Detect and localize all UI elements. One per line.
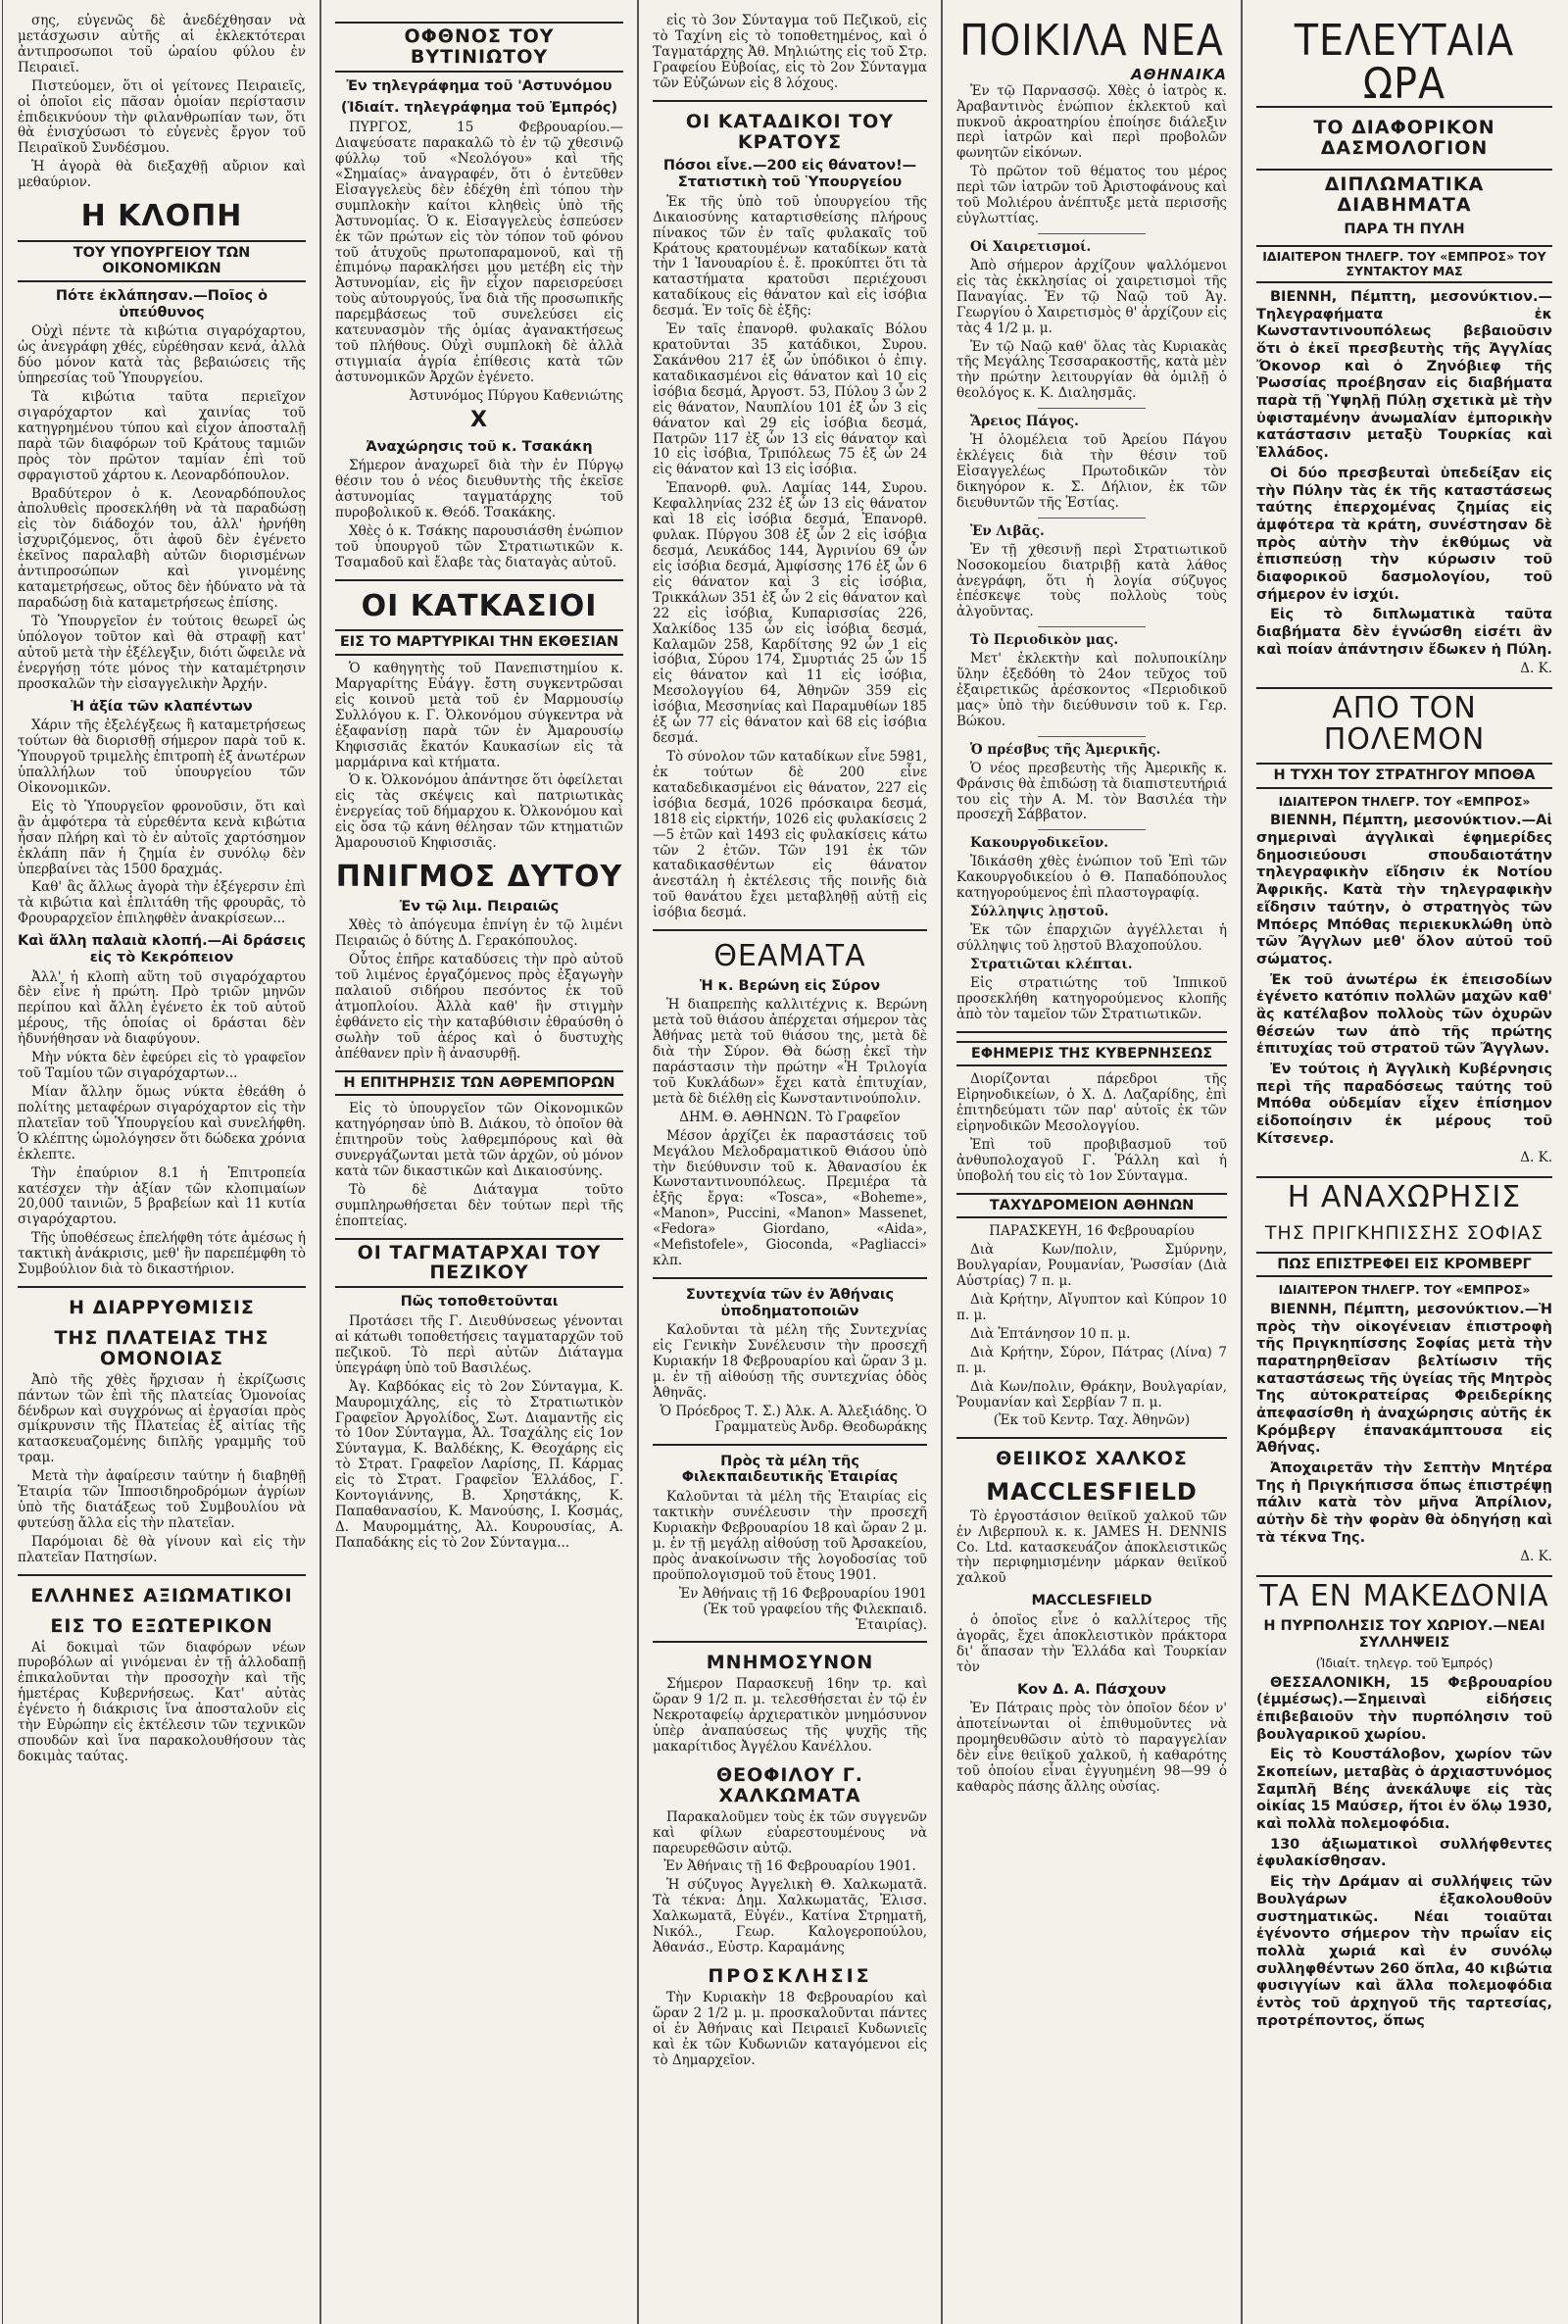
headline-theamata: ΘΕΑΜΑΤΑ xyxy=(713,939,866,974)
paragraph: Εἰς τὸ ὑπουργεῖον τῶν Οἰκονομικῶν κατηγόρησαν ὑπὸ Β. Διάκου, τὸ ὁποῖον θὰ ἐπιτηροῦν τοὺς λαθρεμπόρους καὶ θὰ συνεργάζωνται μετὰ τῶν ἀρχῶν, οὐ μόνον κατὰ τῶν δικαστικῶν καὶ Δικαιοσύνης. xyxy=(335,1101,623,1179)
column-rule xyxy=(637,0,639,2324)
paragraph: Μέσον ἀρχίζει ἐκ παραστάσεις τοῦ Μεγάλου Μελοδραματικοῦ Θιάσου ὑπὸ τὴν διεύθυνσιν τοῦ κ. Ἀθανασίου ἐκ Κωνσταντινουπόλεως. Πρεμιέρα τὰ ἐξῆς ἔργα: «Tosca», «Boheme», «Manon», Puccini, «Manon» Massenet, «Fedora» Giordano, «Aida», «Mefistofele», Gioconda, «Pagliacci» κλπ. xyxy=(653,1127,927,1269)
paragraph: Μετ' ἐκλεκτὴν καὶ πολυποικίλην ὕλην ἐξεδόθη τὸ 24ον τεῦχος τοῦ ἐξαιρετικῶς ἀρέσκοντος «Περιοδικοῦ μας» ὑπὸ τὴν διεύθυνσιν τοῦ κ. Γερ. Βώκου. xyxy=(956,651,1227,729)
paragraph: Οἱ δύο πρεσβευταὶ ὑπεδείξαν εἰς τὴν Πύλην τὰς ἐκ τῆς καταστάσεως ταύτης ἐπερχομένας ζημίας εἰς ἀμφότερα τὰ κράτη, συνέστησαν δὲ πρὸς αὐτὴν τὴν ἐκθύμως νὰ ἐπισπεύσῃ τὴν κύρωσιν τοῦ διαφορικοῦ δασμολογίου, τοῦ σήμερον ἐν ἰσχύι. xyxy=(1256,465,1552,603)
headline-anachorisis: Η ΑΝΑΧΩΡΗΣΙΣ xyxy=(1256,1176,1552,1213)
paragraph: Τὴν Κυριακὴν 18 Φεβρουαρίου καὶ ὥραν 2 1/2 μ. μ. προσκαλοῦνται πάντες οἱ ἐν Ἀθήναις καὶ Πειραιεῖ Κυδωνιεῖς καὶ ἐκ τῶν Κυδωνιῶν καταγόμενοι εἰς τὸ Δημαρχεῖον. xyxy=(653,1989,927,2068)
divider xyxy=(653,1444,927,1446)
paragraph: Ἀπὸ τῆς χθὲς ἤρχισαν ἡ ἐκρίζωσις πάντων τῶν ἐπὶ τῆς πλατείας Ὁμονοίας δένδρων καὶ συγχρόνως αἱ ἐργασίαι πρὸς σμίκρυνσιν τῆς Πλατείας ἐξ αἰτίας τῆς κατασκευαζομένης διπλῆς γραμμῆς τοῦ τραμ. xyxy=(18,1371,306,1466)
divider xyxy=(1038,233,1146,234)
paragraph: Τὸ Ὑπουργεῖον ἐν τούτοις θεωρεῖ ὡς ὑπόλογον τοῦτον καὶ θὰ στραφῇ κατ' αὐτοῦ μετὰ τὴν ἐξέλεγξιν, διότι ὤφειλε νὰ ἐνεργήσῃ τότε μόνος τὴν καταμέτρησιν προσκαλῶν τὴν εἰσαγγελικὴν Ἀρχήν. xyxy=(18,613,306,692)
divider xyxy=(1038,829,1146,830)
paragraph: Οὐχὶ πέντε τὰ κιβώτια σιγαρόχαρτου, ὡς ἀνεγράφη χθές, εὑρέθησαν κενά, ἀλλὰ δύο μόνον κατὰ τὰς βεβαιώσεις τῆς ὑπηρεσίας τοῦ Ὑπουργείου. xyxy=(18,323,306,387)
subhead-limin: Ἐν τῷ λιμ. Πειραιῶς xyxy=(399,898,560,915)
divider xyxy=(653,1277,927,1279)
paragraph: Τὸ πρῶτον τοῦ θέματος του μέρος περὶ τῶν ἰατρῶν τοῦ Ἀριστοφάνους καὶ τοῦ Μολιέρου ἀνέπτυξε μετὰ περισσῆς εὐγλωττίας. xyxy=(956,164,1227,227)
paragraph: Εἰς τὴν Δράμαν αἱ συλλήψεις τῶν Βουλγάρων ἐξακολουθοῦν συστηματικῶς. Νέαι τοιαῦται ἐγένοντο σήμερον τὴν πρωΐαν εἰς πολλὰ χωριά καὶ ἐν συνόλῳ συλληφθέντων 260 ὅπλα, 40 κιβώτια φυσιγγίων καὶ ἄλλα πολεμοφόδια ἐντὸς τοῦ ἀρχηγοῦ τῆς ταρτεσίας, προτρέποντος, ὅπως xyxy=(1256,1874,1552,2029)
paragraph: Ἡ ἀγορὰ θὰ διεξαχθῇ αὔριον καὶ μεθαύριον. xyxy=(18,159,306,191)
headline-tachydromeion: ΤΑΧΥΔΡΟΜΕΙΟΝ ΑΘΗΝΩΝ xyxy=(956,1193,1227,1219)
column-5 xyxy=(1245,0,1564,2324)
paragraph: Βραδύτερον ὁ κ. Λεοναρδόπουλος ἀπολυθεὶς προσεκλήθη νὰ τὰ παραδώσῃ εἰς τὸν διάδοχόν του, ἀλλ' ἠρνήθη ἰσχυριζόμενος, ὅτι ἀφοῦ δὲν ἐγένετο ἐκεῖνος παραλαβὴ αὐτῶν διορισμένων ἀντιπροσώπων καὶ γινομένης καταμετρήσεως, οὔτος δὲν ἠδύνατο νὰ τὰ παραδώσῃ διὰ καταμετρήσεως ἐπίσης. xyxy=(18,485,306,611)
paragraph: Ἡ σύζυγος Ἀγγελικὴ Θ. Χαλκωματᾶ. Τὰ τέκνα: Δημ. Χαλκωματᾶς, Ἐλισσ. Χαλκωματᾶ, Εὐγέν., Κατίνα Στρηματῆ, Νικόλ., Γεωρ. Καλογεροπούλου, Ἀθανάσ., Εὐστρ. Καραμάνης xyxy=(653,1877,927,1956)
paragraph: Καλοῦνται τὰ μέλη τῆς Συντεχνίας εἰς Γενικὴν Συνέλευσιν τὴν προσεχῆ Κυριακήν 18 Φεβρουαρίου καὶ ὥραν 3 μ. μ. ἐν τῇ αἰθούσῃ τῆς συντεχνίας ὁδὸς Ἀθηνᾶς. xyxy=(653,1322,927,1402)
divider xyxy=(1038,736,1146,737)
brand-macclesfield: MACCLESFIELD xyxy=(1031,1593,1152,1609)
news-item-title: Τὸ Περιοδικὸν μας. xyxy=(970,632,1119,649)
subhead-idiait: (Ἰδιαίτ. τηλεγράφημα τοῦ Ἐμπρός) xyxy=(340,100,618,117)
subhead-anachorisis: Ἀναχώρησις τοῦ κ. Τσακάκη xyxy=(366,438,593,455)
paragraph: Διὰ Κων/πολιν, Θράκην, Βουλγαρίαν, Ῥουμανίαν καὶ Σερβίαν 7 π. μ. xyxy=(956,1378,1227,1410)
divider xyxy=(18,1286,306,1288)
paragraph: Ἐν τῷ Παρνασσῷ. Χθὲς ὁ ἰατρὸς κ. Ἀραβαντινὸς ἐνώπιον ἐκλεκτοῦ καὶ πυκνοῦ ἀκροατηρίου ἐποίησε διάλεξιν περὶ ἰατρῶν καὶ περὶ προβολῶν φωνητῶν εἰκόνων. xyxy=(956,82,1227,162)
subhead-para-ti-pyli: ΠΑΡΑ ΤΗ ΠΥΛΗ xyxy=(1344,221,1465,237)
paragraph: Ὁ κ. Ὀλκονόμου ἀπάντησε ὅτι ὀφείλεται εἰς τὰς σκέψεις καὶ πατριωτικὰς ἐνεργείας τοῦ δήμαρχου κ. Ὀλκονόμου καὶ εἰς ὅσα τῷ κάνη θέλησαν τῶν κτηματιῶν Ἀμαρουσιοῦ Κηφισσιᾶς. xyxy=(335,772,623,852)
paragraph: Ἰδικάσθη χθὲς ἐνώπιον τοῦ Ἐπὶ τῶν Κακουργοδικείου ὁ Θ. Παπαδόπουλος κατηγορούμενος ἐπὶ πλαστογραφίᾳ. xyxy=(956,854,1227,902)
news-item-title: Οἱ Χαιρετισμοί. xyxy=(970,238,1092,255)
divider xyxy=(956,1031,1227,1033)
paragraph: Χάριν τῆς ἐξελέγξεως ἢ καταμετρήσεως τούτων θὰ διορισθῇ σήμερον παρὰ τοῦ κ. Ὑπουργοῦ τριμελὴς ἐπιτροπὴ ἐξ ἀνωτέρων ὑπαλλήλων τοῦ ὑπουργείου τῶν Οἰκονομικῶν. xyxy=(18,717,306,796)
divider xyxy=(956,1437,1227,1439)
subhead-ypourgeiou: ΤΟΥ ΥΠΟΥΡΓΕΙΟΥ ΤΩΝ ΟΙΚΟΝΟΜΙΚΩΝ xyxy=(18,240,306,282)
page-edge-rule xyxy=(2,0,3,2324)
headline-diplomatika: ΔΙΠΛΩΜΑΤΙΚΑ ΔΙΑΒΗΜΑΤΑ xyxy=(1256,169,1552,216)
paragraph: Πιστεύομεν, ὅτι οἱ γείτονες Πειραιεῖς, οἱ ὁποῖοι εἰς πᾶσαν ὁμοίαν περίστασιν ἐπιδεικνύουν τὴν φιλανθρωπίαν των, ὅτι θὰ ἐνισχύσωσι τὸ εὐγενὲς ἔργον τοῦ Πειραϊκοῦ Συνδέσμου. xyxy=(18,77,306,157)
subhead-veroni: Ἡ κ. Βερώνη εἰς Σύρον xyxy=(699,977,881,994)
paragraph: Διὰ Κρήτην, Σύρον, Πάτρας (Λίνα) 7 π. μ. xyxy=(956,1344,1227,1376)
paragraph: ΘΕΣΣΑΛΟΝΙΚΗ, 15 Φεβρουαρίου (ἐμμέσως).—Σημειναὶ εἰδήσεις ἐπιβεβαιοῦν τὴν πυρπόλησιν τοῦ βουλγαρικοῦ χωρίου. xyxy=(1256,1674,1552,1743)
paragraph: ὁ ὁποῖος εἶνε ὁ καλλίτερος τῆς ἀγορᾶς, ἔχει ἀποκλειστικὸν πράκτορα δι' ἅπασαν τὴν Ἑλλάδα καὶ Τουρκίαν τὸν xyxy=(956,1611,1227,1675)
paragraph: Ἀποχαιρετᾶν τὴν Σεπτὴν Μητέρα Της ἡ Πριγκήπισσα ὅπως ἐπιστρέψῃ πάλιν κατὰ τὸν μῆνα Ἀπρίλιον, αὐτὴν δὲ τὴν φορὰν θὰ ὁδηγήσῃ καὶ τὰ τέκνα Της. xyxy=(1256,1460,1552,1546)
subhead-posoi: Πόσοι εἶνε.—200 εἰς θάνατον!—Στατιστικὴ τοῦ Ὑπουργείου xyxy=(662,158,917,191)
paragraph: Σήμερον ἀναχωρεῖ διὰ τὴν ἐν Πύργῳ θέσιν του ὁ νέος διευθυντὴς τῆς ἐκεῖσε ἀστυνομίας ταγματάρχης τοῦ πυροβολικοῦ κ. Θεόδ. Τσακάκης. xyxy=(335,458,623,521)
signature: Δ. Κ. xyxy=(1520,1549,1552,1565)
signature: Δ. Κ. xyxy=(1520,661,1552,677)
paragraph: Μὴν νύκτα δὲν ἐφεύρει εἰς τὸ γραφεῖον τοῦ Ταμίου τῶν σιγαρόχαρτων... xyxy=(18,1050,306,1082)
paragraph: Ἐν Ἀθήναις τῇ 16 Φεβρουαρίου 1901. xyxy=(663,1858,916,1875)
headline-exoterikon: ΕΙΣ ΤΟ ΕΞΩΤΕΡΙΚΟΝ xyxy=(50,1614,273,1637)
column-3 xyxy=(641,0,939,2324)
paragraph: εἰς τὸ 3ον Σύνταγμα τοῦ Πεζικοῦ, εἰς τὸ Ταχίνη εἰς τὸ τοποθετημένος, καὶ ὁ Ταγματάρχης Ἀθ. Μηλιώτης εἰς τοῦ Στρ. Γραφείου Εὐβοίας, εἰς τὸ 2ον Σύνταγμα τῶν Εὐζώνων εἰς 8 λόχους. xyxy=(653,13,927,91)
paragraph: Χθὲς ὁ κ. Τσάκης παρουσιάσθη ἐνώπιον τοῦ ὑπουργοῦ τῶν Στρατιωτικῶν κ. Τσαμαδοῦ καὶ ἔλαβε τὰς διαταγὰς αὐτοῦ. xyxy=(335,523,623,570)
divider xyxy=(653,929,927,931)
headline-efimeris: ΕΦΗΜΕΡΙΣ ΤΗΣ ΚΥΒΕΡΝΗΣΕΩΣ xyxy=(956,1041,1227,1067)
signature: (Ἐκ τοῦ Κεντρ. Ταχ. Ἀθηνῶν) xyxy=(993,1412,1191,1429)
headline-fonos: ΟΦΘΝΟΣ ΤΟΥ ΒΥΤΙΝΙΩΤΟΥ xyxy=(335,22,623,73)
headline-katadikoi: ΟΙ ΚΑΤΑΔΙΚΟΙ ΤΟΥ ΚΡΑΤΟΥΣ xyxy=(685,110,895,153)
headline-epitirisis: Η ΕΠΙΤΗΡΗΣΙΣ ΤΩΝ ΑΘΡΕΜΠΟΡΩΝ xyxy=(335,1070,623,1097)
paragraph: ΒΙΕΝΝΗ, Πέμπτη, μεσονύκτιον.—Τηλεγραφήματα ἐκ Κωνσταντινουπόλεως βεβαιοῦσιν ὅτι ὁ ἐκεῖ πρεσβευτὴς τῆς Ἀγγλίας Ὄκονορ καὶ ὁ Ζηνόβιεφ τῆς Ῥωσσίας προέβησαν εἰς διαβήματα παρὰ τῇ Ὑψηλῇ Πύλῃ σχετικὰ μὲ τὴν ὑφισταμένην ἀνωμαλίαν ἐμπορικὴν κατάστασιν μεταξὺ Τουρκίας καὶ Ἑλλάδος. xyxy=(1256,288,1552,462)
divider xyxy=(653,1641,927,1643)
paragraph: Ἀλλ' ἡ κλοπὴ αὕτη τοῦ σιγαρόχαρτου δὲν εἶνε ἡ πρώτη. Πρὸ τριῶν μηνῶν περίπου καὶ ἄλλη ἐγένετο ἐκ τοῦ αὐτοῦ μέρους, τῆς ὁποίας οἱ δράσται δὲν ἠδυνήθησαν νὰ διαφύγουν. xyxy=(18,968,306,1048)
paragraph: Τὸ δὲ Διάταγμα τοῦτο συμπληρωθήσεται δὲν τούτων περὶ τῆς ἐποπτείας. xyxy=(335,1181,623,1229)
subhead-axia: Ἡ ἀξία τῶν κλαπέντων xyxy=(71,698,253,715)
news-item-title: Κακουργοδικεῖον. xyxy=(970,835,1108,852)
col1-lead xyxy=(18,14,306,191)
headline-pnigmos: ΠΝΙΓΜΟΣ ΔΥΤΟΥ xyxy=(335,860,623,895)
paragraph: Προτάσει τῆς Γ. Διευθύνσεως γένονται αἱ κάτωθι τοποθετήσεις ταγματαρχῶν τοῦ πεζικοῦ. Τὸ περὶ αὐτῶν Διάταγμα ὑπεγράφη ὑπὸ τοῦ Βασιλέως. xyxy=(335,1313,623,1376)
divider xyxy=(335,579,623,581)
headline-omonoias: ΤΗΣ ΠΛΑΤΕΙΑΣ ΤΗΣ ΟΜΟΝΟΙΑΣ xyxy=(54,1326,270,1369)
headline-mnimosynon: ΜΝΗΜΟΣΥΝΟΝ xyxy=(706,1652,874,1674)
subhead-pos-topothetountai: Πῶς τοποθετοῦνται xyxy=(400,1294,559,1310)
subhead-idiait-4: (Ἰδιαίτ. τηλεγρ. τοῦ Ἐμπρός) xyxy=(1315,1656,1494,1671)
paragraph: ΒΙΕΝΝΗ, Πέμπτη, μεσονύκτιον.—Ἡ πρὸς τὴν οἰκογένειαν ἐπιστροφὴ τῆς Πριγκηπίσσης Σοφίας μετὰ τὴν παρατηρηθεῖσαν βελτίωσιν τῆς καταστάσεως τῆς ὑγείας τῆς Μητρὸς Της αὐτοκρατείρας Φρειδερίκης ἀπεφασίσθη ἡ ἀναχώρησις αὐτῆς ἐκ Κρόμβεργ ἐπανακάμπτουσα εἰς Ἀθήνας. xyxy=(1256,1301,1552,1457)
paragraph: ΒΙΕΝΝΗ, Πέμπτη, μεσονύκτιον.—Αἱ σημεριναὶ ἀγγλικαὶ ἐφημερίδες δημοσιεύουσι σπουδαιοτάτην τηλεγραφικὴν εἴδησιν ἐκ Νοτίου Ἀφρικῆς. Κατὰ τὴν τηλεγραφικὴν εἴδησιν ταύτην, ὁ στρατηγὸς τῶν Μπόερς Μπόθας περιεκυκλώθη ὑπὸ τῶν Ἄγγλων μεθ' ὅλον αὐτοῦ τοῦ σώματος. xyxy=(1256,813,1552,967)
paragraph: Ἐκ τῶν ἐπαρχιῶν ἀγγέλλεται ἡ σύλληψις τοῦ λῃστοῦ Βλαχοπούλου. xyxy=(956,922,1227,954)
headline-apo-ton-polemon: ΑΠΟ ΤΟΝ ΠΟΛΕΜΟΝ xyxy=(1256,687,1552,755)
subhead-idiaiteron-3: ΙΔΙΑΙΤΕΡΟΝ ΤΗΛΕΓΡ. ΤΟΥ «ΕΜΠΡΟΣ» xyxy=(1278,1282,1531,1298)
signature: Ἀστυνόμος Πύργου Καθενιώτης xyxy=(409,387,623,404)
headline-filekpaideftiki: Πρὸς τὰ μέλη τῆς Φιλεκπαιδευτικῆς Ἑταιρίας xyxy=(681,1453,899,1486)
paragraph: Μίαν ἄλλην ὅμως νύκτα ἐθεάθη ὁ πολίτης μεταφέρων σιγαρόχαρτον εἰς τὴν πλατεῖαν τοῦ Ὑπουργείου καὶ συνελήφθη. Ὁ κλέπτης ὡμολόγησεν ὅτι δώδεκα χρόνια ἐκλεπτε. xyxy=(18,1083,306,1162)
paragraph: Ἡ διαπρεπὴς καλλιτέχνις κ. Βερώνη μετὰ τοῦ θιάσου ἀπέρχεται σήμερον τὰς Ἀθήνας μετὰ τοῦ θιάσου της, μετὰ δὲ διὰ τὴν Σύρον. Θὰ δώσῃ ἐκεῖ τὴν παράστασιν τὴν πρώτην «Ἡ Τριλογία τοῦ Κυκλάδων» ἔχει κατὰ ἐπιτυχίαν, μετὰ δὲ διέλθῃ εἰς Κωνσταντινούπολιν. xyxy=(653,997,927,1107)
divider xyxy=(1038,626,1146,627)
paragraph: Ἐν τῷ Ναῷ καθ' ὅλας τὰς Κυριακὰς τῆς Μεγάλης Τεσσαρακοστῆς, κατὰ μὲν τὴν πρώτην λειτουργίαν θὰ ὁμιλῇ ὁ θεολόγος κ. Κ. Διαλησμᾶς. xyxy=(956,338,1227,402)
paragraph: Ἐν τούτοις ἡ Ἀγγλικὴ Κυβέρνησις περὶ τῆς παραδόσεως ταύτης τοῦ Μπόθα οὐδεμίαν εἶχεν ἐπίσημον εἰδοποίησιν ἐκ μέρους τοῦ Κίτσενερ. xyxy=(1256,1062,1552,1147)
paragraph: Τὸ σύνολον τῶν καταδίκων εἶνε 5981, ἐκ τούτων δὲ 200 εἶνε καταδεδικασμένοι εἰς θάνατον, 227 εἰς ἰσόβια δεσμά, 1026 πρόσκαιρα δεσμά, 1818 εἰς εἱρκτήν, 1026 εἰς φυλακίσεις 2—5 ἐτῶν καὶ 1493 εἰς φυλακίσεις κάτω τῶν 2 ἐτῶν. Τῶν 191 ἐκ τῶν καταδικασθέντων εἰς θάνατον ἀνεστάλη ἡ ἐκτέλεσις τῆς ποινῆς διὰ τοῦ θανάτου ἔχει μεταβληθῇ αὐτῇ εἰς ἰσόβια δεσμά. xyxy=(653,749,927,921)
divider xyxy=(653,100,927,102)
headline-macclesfield: MACCLESFIELD xyxy=(986,1478,1198,1507)
signature: Δ. Κ. xyxy=(1520,1150,1552,1166)
headline-tagmatarchai: ΟΙ ΤΑΓΜΑΤΑΡΧΑΙ ΤΟΥ ΠΕΖΙΚΟΥ xyxy=(335,1238,623,1289)
headline-katkasioi: ΟΙ ΚΑΤΚΑΣΙΟΙ xyxy=(361,588,598,623)
headline-sofias: ΤΗΣ ΠΡΙΓΚΗΠΙΣΣΗΣ ΣΟΦΙΑΣ xyxy=(1264,1221,1544,1244)
column-1 xyxy=(6,0,318,2324)
cross-mark: X xyxy=(470,407,488,432)
headline-theikos: ΘΕΙΙΚΟΣ ΧΑΛΚΟΣ xyxy=(996,1448,1188,1470)
headline-chalkomata: ΘΕΟΦΙΛΟΥ Γ. ΧΑΛΚΩΜΑΤΑ xyxy=(715,1763,864,1806)
paragraph: Ὁ καθηγητὴς τοῦ Πανεπιστημίου κ. Μαργαρίτης Εὐάγγ. ἔστη συγκεντρῶσαι εἰς κοινοῦ μετὰ τοῦ ἐν Μαρμουσίῳ Συλλόγου κ. Γ. Ὀλκονόμου σύγκεντρα νὰ ἐξαφανίσῃ παρὰ τῶν ἐν Ἀμαρουσίῳ Κηφισσιᾶς ἔκατόν Καυκασίων εἰς τὰ μαρμάρινα καὶ κτήματα. xyxy=(335,660,623,770)
paragraph: Διὰ Ἑπτάνησον 10 π. μ. xyxy=(970,1325,1131,1342)
paragraph: Εἰς τὸ Ὑπουργεῖον φρονοῦσιν, ὅτι καὶ ἂν ἀμφότερα τὰ εὑρεθέντα κενὰ κιβώτια ἦσαν πλήρη καὶ τὸ ἐν αὐτοῖς χαρτόσημον ἐκλάπη πᾶν ἡ ζημία ἐν συνόλῳ δὲν ὑπερβαίνει τὰς 1500 δραχμάς. xyxy=(18,798,306,877)
headline-axiomatikoi: ΕΛΛΗΝΕΣ ΑΞΙΩΜΑΤΙΚΟΙ xyxy=(30,1584,293,1607)
paragraph: Τῆς ὑποθέσεως ἐπελήφθη τότε ἀμέσως ἡ τακτικὴ ἀνάκρισις, μεθ' ἣν παρεπέμφθη τὸ Συμβούλιον διὰ τὸ δικαστήριον. xyxy=(18,1230,306,1278)
paragraph: Σήμερον Παρασκευῇ 16ην τρ. καὶ ὥραν 9 1/2 π. μ. τελεσθήσεται ἐν τῷ ἐν Νεκροταφείῳ ἀρχιερατικὸν μνημόσυνον ὑπὲρ ἀναπαύσεως τῆς ψυχῆς τῆς μακαρίτιδος Ἀγγέλου Κανέλλου. xyxy=(653,1676,927,1755)
paragraph: Καλοῦνται τὰ μέλη τῆς Ἑταιρίας εἰς τακτικὴν συνέλευσιν τὴν προσεχῆ Κυριακὴν Φεβρουαρίου 18 καὶ ὥραν 2 μ. μ. ἐν τῇ μεγάλῃ αἰθούσῃ τοῦ Ἀρσακείου, πρὸς ἀνακοίνωσιν τῆς λογοδοσίας τοῦ προϋπολογισμοῦ τοῦ ἔτους 1901. xyxy=(653,1489,927,1583)
paragraph: Καθ' ἃς ἄλλως ἀγορὰ τὴν ἐξέγερσιν ἐπὶ τὰ κιβώτια καὶ ἐπλιτάθη τῆς φρουρᾶς, τὸ Φρουραρχεῖον ἐπιληφθὲν ἀνακρίσεων... xyxy=(18,879,306,927)
paragraph: 130 ἀξιωματικοὶ συλλήφθεντες ἐφυλακίσθησαν. xyxy=(1256,1836,1552,1870)
subhead-idiaiteron-2: ΙΔΙΑΙΤΕΡΟΝ ΤΗΛΕΓΡ. ΤΟΥ «ΕΜΠΡΟΣ» xyxy=(1278,794,1531,810)
news-item-title: Στρατιῶται κλέπται. xyxy=(970,956,1133,972)
signature: Ὁ Πρόεδρος Τ. Σ.) Ἀλκ. Α. Ἀλεξιάδης. Ὁ Γραμματεὺς Ἀνδρ. Θεοδωράκης xyxy=(660,1403,927,1435)
paragraph: Παρόμοιαι δὲ θὰ γίνουν καὶ εἰς τὴν πλατεῖαν Πατησίων. xyxy=(18,1533,306,1565)
paragraph: Ἀγ. Καβδόκας εἰς τὸ 2ον Σύνταγμα, Κ. Μαυρομιχάλης, εἰς τὸ Στρατιωτικὸν Γραφεῖον Ἀργολίδος, Σωτ. Διαμαντῆς εἰς τὸ 10ον Σύνταγμα, Ἀλ. Τσαχάλης εἰς 1ον Σύνταγμα, Κ. Βαλδέκης, Κ. Θεοχάρης εἰς τὸ Στρατ. Γραφεῖον Λαρίσης, Π. Κάρμας εἰς τὸ Στρατ. Γραφεῖον Ἑλλάδος, Γ. Κοντογιάννης, Β. Χρηστάκης, Κ. Παπαθανασίου, Κ. Μανούσης, Ι. Κοσμάς, Δ. Μαυρομμάτης, Ἀλ. Κουρουσίας, Α. Παπαδάκης εἰς τὸ 2ον Σύνταγμα... xyxy=(335,1378,623,1551)
subhead-pote: Πότε ἐκλάπησαν.—Ποῖος ὁ ὑπεύθυνος xyxy=(55,287,269,321)
headline-syntechnia: Συντεχνία τῶν ἐν Ἀθήναις ὑποδηματοποιῶν xyxy=(685,1286,895,1319)
headline-teleftaia-ora: ΤΕΛΕΥΤΑΙΑ ΩΡΑ xyxy=(1256,20,1552,108)
paragraph: Εἰς στρατιώτης τοῦ Ἱππικοῦ προσεκλήθη κατηγορούμενος κλοπῆς ἀπὸ τὸν ταμεῖον τῶν Στρατιωτικῶν. xyxy=(956,974,1227,1022)
news-item-title: Ὁ πρέσβυς τῆς Ἀμερικῆς. xyxy=(970,741,1161,758)
headline-diarrythmisis: Η ΔΙΑΡΡΥΘΜΙΣΙΣ xyxy=(69,1297,255,1319)
paragraph: Ἡ ὁλομέλεια τοῦ Ἀρείου Πάγου ἐκλέγεις διὰ τὴν θέσιν τοῦ Εἰσαγγελέως Πρωτοδικῶν τὸν δικηγόρον κ. Σ. Δήλιον, ἐκ τῶν διευθυντῶν τῆς Ἑστίας. xyxy=(956,432,1227,511)
news-item-title: Ἄρειος Πάγος. xyxy=(970,414,1079,430)
paragraph: Εἰς τὸ διπλωματικὰ ταῦτα διαβήματα δὲν ἐγνώσθη εἰσέτι ἂν καὶ ποίαν ἀπάντησιν ἔδωκεν ἡ Πύλη. xyxy=(1256,607,1552,658)
paragraph: Παρακαλοῦμεν τοὺς ἐκ τῶν συγγενῶν καὶ φίλων εὐαρεστουμένους νὰ παρευρεθῶσιν αὐτῷ. xyxy=(653,1808,927,1856)
column-rule xyxy=(319,0,321,2324)
paragraph: Ἐπὶ τοῦ προβιβασμοῦ τοῦ ἀνθυπολοχαγοῦ Γ. Ῥάλλη καὶ ἡ ὑποβολή του εἰς τὸ 1ον Σύνταγμα. xyxy=(956,1136,1227,1184)
subhead-idiaiteron: ΙΔΙΑΙΤΕΡΟΝ ΤΗΛΕΓΡ. ΤΟΥ «ΕΜΠΡΟΣ» ΤΟΥ ΣΥΝΤΑΚΤΟΥ ΜΑΣ xyxy=(1256,245,1552,283)
headline-poikila-nea: ΠΟΙΚΙΛΑ ΝΕΑ xyxy=(959,16,1224,66)
paragraph: Οὗτος ἐπῆρε καταδύσεις τὴν πρὸ αὐτοῦ τοῦ λιμένος ἐργαζόμενος πρὸς ἐξαγωγὴν παλαιοῦ σιδήρου πεσόντος ἐκ τοῦ ἀτμοπλοίου. Ἀλλὰ καθ' ἣν στιγμὴν ἐφθάνετο εἰς τὴν καταβύθισιν ἐθραύσθη ὁ σωλὴν τοῦ ἀέρος καὶ ὁ δυστυχὴς ἀπέθανεν πρὶν ἢ ἀνασυρθῇ. xyxy=(335,952,623,1062)
paragraph: Ἐκ τοῦ ἀνωτέρω ἐκ ἐπεισοδίων ἐγένετο κατόπιν πολλῶν μαχῶν καθ' ἃς κατέλαβον πολλοὺς τῶν ὀχυρῶν θέσεών των ἀπὸ τῆς πρώτης ἐπιτυχίας τοῦ στρατοῦ τῶν Ἄγγλων. xyxy=(1256,971,1552,1058)
signature: ΔΗΜ. Θ. ΑΘΗΝΩΝ. Τὸ Γραφεῖον xyxy=(679,1109,901,1125)
paragraph: Ἐν ταῖς ἐπανορθ. φυλακαῖς Βόλου κρατοῦνται 35 κατάδικοι, Συρου. Σακάνθου 217 ἐξ ὧν ὑπόδικοι ὁ ἐπιγ. καταδικασμένοι εἰς θάνατον καὶ 10 εἰς ἰσόβια δεσμά, Ἀργοστ. 53, Πύλου 3 ὧν 2 εἰς θάνατον, Ναυπλίου 101 ἐξ ὧν 3 εἰς θάνατον καὶ 29 εἰς ἰσόβια δεσμά, Πατρῶν 117 ἐξ ὧν 13 εἰς θάνατον καὶ 10 εἰς ἰσόβια, Τριπόλεως 75 ἐξ ὧν 24 εἰς θάνατον καὶ 13 εἰς ἰσόβια. xyxy=(653,321,927,478)
subhead-ekthesian: ΕΙΣ ΤΟ ΜΑΡΤΥΡΙΚΑΙ ΤΗΝ ΕΚΘΕΣΙΑΝ xyxy=(335,629,623,656)
paragraph: Ἐκ τῆς ὑπὸ τοῦ ὑπουργείου τῆς Δικαιοσύνης καταρτισθείσης πλήρους πίνακος τῶν ἐν ταῖς φυλακαῖς τοῦ Κράτους κρατουμένων καταδίκων κατὰ τὴν 1 Ἰανουαρίου ἐ. ἔ. προκύπτει ὅτι τὰ καταστήματα κρατοῦσι περιέχουσι καταδίκους εἰς θάνατον καὶ εἰς ἰσόβια δεσμά. Ἐν τοῖς δὲ ἐξῆς: xyxy=(653,193,927,320)
paragraph: Τὴν ἐπαύριον 8.1 ἡ Ἐπιτροπεία κατέσχεν τὴν ἀξίαν τῶν κλοπιμαίων 20,000 ταινιῶν, 5 βραβείων καὶ 11 κυτία σιγαρόχαρτου. xyxy=(18,1164,306,1228)
subhead-tilegrafima: Ἐν τηλεγράφημα τοῦ 'Αστυνόμου xyxy=(346,77,612,94)
paragraph: σης, εὐγενῶς δὲ ἀνεδέχθησαν νὰ μετάσχωσιν αὐτῆς αἱ ἐκλεκτότεραι ἀντιπροσωποι τοῦ ὡραίου φύλου ἐν Πειραιεῖ. xyxy=(18,13,306,75)
paragraph: Διορίζονται πάρεδροι τῆς Εἰρηνοδικείων, ὁ Χ. Δ. Λαζαρίδης, ἐπὶ ἐπιτηδεύματι τῶν παρ' αὐτοῖς ἐκ τῶν εἰρηνοδικῶν Μεσολογγίου. xyxy=(956,1071,1227,1134)
paragraph: ΠΑΡΑΣΚΕΥΗ, 16 Φεβρουαρίου xyxy=(989,1223,1195,1240)
paragraph: Τὰ κιβώτια ταῦτα περιεῖχον σιγαρόχαρτον καὶ χαινίας τοῦ κατηγρημένου τύπου καὶ εἶχον ἀποσταλῇ παρὰ τῶν διαφόρων τοῦ Κράτους ταμιῶν πρὸς τὸν πρῶτον ταμίαν ἐπὶ τοῦ σφραγιστοῦ χάρτου κ. Λεοναρδόπουλον. xyxy=(18,389,306,483)
column-2 xyxy=(323,0,635,2324)
headline-prosklisis: ΠΡΟΣΚΛΗΣΙΣ xyxy=(708,1965,872,1987)
signature: Ἐν Ἀθήναις τῇ 16 Φεβρουαρίου 1901 (Ἐκ τοῦ γραφείου τῆς Φιλεκπαιδ. Ἑταιρίας). xyxy=(678,1585,927,1633)
paragraph: Διὰ Κων/πολιν, Σμύρνην, Βουλγαρίαν, Ρουμανίαν, Ῥωσσίαν (Διὰ Αὐστρίας) 7 π. μ. xyxy=(956,1242,1227,1290)
column-4 xyxy=(945,0,1239,2324)
paragraph: Τὸ ἐργοστάσιον θειϊκοῦ χαλκοῦ τῶν ἐν Λιβερπουλ κ. κ. JAMES H. DENNIS Co. Ltd. κατασκευάζον ἀποκλειστικῶς τὴν περιφημισμένην μάρκαν θειϊκοῦ χαλκοῦ xyxy=(956,1508,1227,1587)
subhead-pyrpolisis: Η ΠΥΡΠΟΛΗΣΙΣ ΤΟΥ ΧΩΡΙΟΥ.—ΝΕΑΙ ΣΥΛΛΗΨΕΙΣ xyxy=(1263,1617,1545,1651)
paragraph: Μετὰ τὴν ἀφαίρεσιν ταύτην ἡ διαβηθῇ Ἑταιρία τῶν Ἱπποσιδηροδρόμων ἀγρίων ὑπὸ τῆς διατάξεως τοῦ Συμβουλίου νὰ φυτεύσῃ ἄλλα εἰς τὴν πλατεῖαν. xyxy=(18,1468,306,1532)
subhead-athinaika: ΑΘΗΝΑΙΚΑ xyxy=(1131,66,1227,83)
paragraph: Χθὲς τὸ ἀπόγευμα ἐπνίγη ἐν τῷ λιμένι Πειραιῶς ὁ δύτης Δ. Γερακόπουλος. xyxy=(335,917,623,950)
column-rule xyxy=(1241,0,1243,2324)
paragraph: Ἐν Πάτραις πρὸς τὸν ὁποῖον δέον ν' ἀποτείνωνται οἱ ἐπιθυμοῦντες νὰ προμηθευθῶσιν αὐτὸ τὸ παραγγελίαν δὲν εἶνε θειϊκοῦ χαλκοῦ, ἡ καθαρότης τοῦ ὁποίου εἶναι ἐγγυημένη 98—99 ὁ καθαρὸς πάσης ἄλλης οὐσίας. xyxy=(956,1701,1227,1795)
paragraph: Αἱ δοκιμαὶ τῶν διαφόρων νέων πυροβόλων αἱ γινόμεναι ἐν τῇ ἀλλοδαπῇ ἐπικαλοῦνται τὴν προσοχὴν καὶ τῆς ἡμετέρας Κυβερνήσεως. Κατ' αὐτὰς ἐγένετο ἡ διάκρισις ἵνα ἀποσταλοῦν εἰς τὴν Εὐρώπην εἰς ἐκτέλεσιν τῶν τεχνικῶν σπουδῶν καὶ ἵνα παρακολουθήσουν τὰς δοκιμὰς ταύτας. xyxy=(18,1639,306,1765)
subhead-alli-klopi: Καὶ ἄλλη παλαιὰ κλοπή.—Αἱ δράσεις εἰς τὸ Κεκρόπειον xyxy=(18,933,306,965)
divider xyxy=(18,1574,306,1576)
headline-makedonia: ΤΑ ΕΝ ΜΑΚΕΔΟΝΙΑ xyxy=(1256,1575,1552,1612)
paragraph: ΠΥΡΓΟΣ, 15 Φεβρουαρίου.— Διαψεύσατε παρακαλῶ τὸ ἐν τῷ χθεσινῷ φύλλῳ τοῦ «Νεολόγου» καὶ τῆς «Σημαίας» ἀναγραφέν, ὅτι ὁ ἐντεῦθεν Εἰσαγγελεὺς δὲν ἐδέχθη ἐπὶ τόπου τὴν συμπλοκὴν καίτοι κληθεὶς ὑπὸ τῆς Ἀστυνομίας. Ὁ κ. Εἰσαγγελεὺς ἐσπεύσεν ἐκ τῶν πρώτων εἰς τὸν τόπον τοῦ φόνου τοῦ ἀτυχοῦς πρωτοπαραμονοῦ, καὶ τῇ ἐπιμόνῳ παρακλήσει μου μετέβη εἰς τὴν Ἀστυνομίαν, εἰς ἣν εἶχον παρεισρεύσει τοὺς αὐτουργούς, ἵνα διὰ τῆς προσωπικῆς παρεμβάσεως τοῦ συνελεύσει εἰς κατευνασμὸν τῆς ὁμίας ἀγανακτήσεως τοῦ πλήθους. Οὐχὶ συμπλοκὴ δὲ ἀλλὰ στιγμιαία ἀγρία ἐπίθεσις κατὰ τῶν ἀστυνομικῶν Ἀρχῶν ἐγένετο. xyxy=(335,120,623,385)
divider xyxy=(1038,408,1146,409)
paragraph: Εἰς τὸ Κουστάλοβον, χωρίον τῶν Σκοπείων, μεταβὰς ὁ ἀρχιαστυνόμος Σαμπλῆ Βέης ἀνεκάλυψε εἰς τὰς οἰκίας 15 Μαύσερ, ἥτοι ἐν ὅλῳ 1930, καὶ πολλὰ πολεμοφόδια. xyxy=(1256,1747,1552,1833)
column-rule xyxy=(941,0,943,2324)
paragraph: Διὰ Κρήτην, Αἴγυπτον καὶ Κύπρον 10 π. μ. xyxy=(956,1292,1227,1323)
news-item-title: Ἐν Λιβᾶς. xyxy=(970,522,1045,539)
divider xyxy=(1038,518,1146,519)
headline-dasmologion: ΤΟ ΔΙΑΦΟΡΙΚΟΝ ΔΑΣΜΟΛΟΓΙΟΝ xyxy=(1313,117,1495,159)
paragraph: Ἀπὸ σήμερον ἀρχίζουν ψαλλόμενοι εἰς τὰς ἐκκλησίας οἱ χαιρετισμοὶ τῆς Παναγίας. Ἐν τῷ Ναῷ τοῦ Ἁγ. Γεωργίου ὁ Χαιρετισμὸς θ' ἀρχίζουν εἰς τὰς 4 1/2 μ. μ. xyxy=(956,257,1227,336)
agent-name: Κον Δ. Α. Πάσχουν xyxy=(1016,1681,1167,1698)
paragraph: Ἐπανορθ. φυλ. Λαμίας 144, Συρου. Κεφαλληνίας 232 ἐξ ὧν 13 εἰς θάνατον καὶ 18 εἰς ἰσόβια δεσμά, Ἐπανορθ. φυλακ. Πύργου 308 ἐξ ὧν 2 εἰς ἰσόβια δεσμά, Λευκάδος 144, Ἀγρινίου 69 ὧν εἰς ἰσόβια δεσμά, Ἀμφίσσης 176 ἐξ ὧν 6 εἰς θάνατον καὶ 3 εἰς ἰσόβια, Τρικκάλων 351 ἐξ ὧν 2 εἰς θάνατον καὶ 22 εἰς ἰσόβια, Κυπαρισσίας 226, Χαλκίδος 135 ὧν εἰς ἰσόβια δεσμά, Καλαμῶν 258, Καρδίτσης 92 ὧν 1 εἰς ἰσόβια, Σύρου 174, Σμυρτιάς 25 ὧν 15 εἰς θάνατον καὶ 11 εἰς ἰσόβια, Μεσολογγίου 64, Ἀθηνῶν 359 εἰς ἰσόβια, Μεσσηνίας καὶ Παραμυθίων 185 ἐξ ὧν 77 εἰς θάνατον καὶ 68 εἰς ἰσόβια δεσμά. xyxy=(653,480,927,747)
subhead-mpotha: Η ΤΥΧΗ ΤΟΥ ΣΤΡΑΤΗΓΟΥ ΜΠΟΘΑ xyxy=(1256,763,1552,789)
subhead-kromverg: ΠΩΣ ΕΠΙΣΤΡΕΦΕΙ ΕΙΣ ΚΡΟΜΒΕΡΓ xyxy=(1256,1252,1552,1278)
paragraph: Ἐν τῇ χθεσινῇ περὶ Στρατιωτικοῦ Νοσοκομείου διατριβῇ κατὰ λάθος ἀνεγράφη, ὅτι ἡ λογία σύζυγος ἐπέσκεψε τοὺς πολλοὺς τοὺς ἀλγοῦντας. xyxy=(956,541,1227,620)
headline-klopi: Η ΚΛΟΠΗ xyxy=(80,199,243,234)
paragraph: Ὁ νέος πρεσβευτὴς τῆς Ἀμερικῆς κ. Φράνσις θὰ ἐπιδώσῃ τὰ διαπιστευτήριά του εἰς τὴν Α. Μ. τὸν Βασιλέα τὴν προσεχῆ Σάββατον. xyxy=(956,760,1227,823)
news-item-title: Σύλληψις λῃστοῦ. xyxy=(970,904,1109,920)
